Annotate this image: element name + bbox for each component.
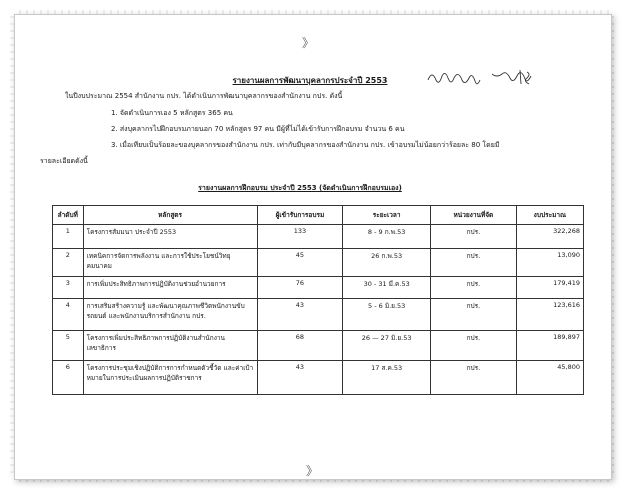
page-mark-top: 》: [302, 36, 315, 50]
cell-period: 30 - 31 มี.ค.53: [343, 277, 431, 299]
header-no: ลำดับที่: [53, 206, 84, 225]
cell-period: 5 - 6 มิ.ย.53: [343, 299, 431, 331]
cell-attendees: 43: [257, 361, 343, 395]
table-header-row: [53, 206, 584, 225]
details-label: รายละเอียดดังนี้: [40, 157, 88, 165]
cell-organizer: กปร.: [431, 277, 517, 299]
table-row: [53, 249, 584, 277]
cell-no: 2: [53, 249, 84, 277]
cell-period: 26 ก.พ.53: [343, 249, 431, 277]
cell-course: เทคนิคการจัดการพลังงาน และการใช้ประโยชน์วิทยุคมนาคม: [83, 249, 257, 277]
list-item: 3. เมื่อเทียบเป็นร้อยละของบุคลากรของสำนักงาน กปร. เท่ากับมีบุคลากรของสำนักงาน กปร. เข้าอบรมไม่น้อยกว่าร้อยละ 80 โดยมี: [111, 141, 500, 149]
cell-attendees: 45: [257, 249, 343, 277]
cell-organizer: กปร.: [431, 361, 517, 395]
cell-course: โครงการประชุมเชิงปฏิบัติการการกำหนดตัวชี้วัด และค่าเป้าหมายในการประเมินผลการปฏิบัติราชการ: [83, 361, 257, 395]
cell-no: 4: [53, 299, 84, 331]
cell-period: 17 ส.ค.53: [343, 361, 431, 395]
cell-budget: 123,616: [516, 299, 583, 331]
cell-course: การเพิ่มประสิทธิภาพการปฏิบัติงานช่วยอำนวยการ: [83, 277, 257, 299]
cell-organizer: กปร.: [431, 331, 517, 361]
header-period: ระยะเวลา: [343, 206, 431, 225]
table-row: [53, 299, 584, 331]
document-title: รายงานผลการพัฒนาบุคลากรประจำปี 2553: [232, 76, 388, 85]
cell-organizer: กปร.: [431, 299, 517, 331]
handwritten-signature: [424, 66, 544, 88]
cell-course: โครงการสัมมนา ประจำปี 2553: [83, 225, 257, 249]
cell-course: โครงการเพิ่มประสิทธิภาพการปฏิบัติงานสำนักงานเลขาธิการ: [83, 331, 257, 361]
table-row: [53, 225, 584, 249]
cell-attendees: 76: [257, 277, 343, 299]
header-course: หลักสูตร: [83, 206, 257, 225]
cell-budget: 189,897: [516, 331, 583, 361]
table-row: [53, 277, 584, 299]
cell-no: 3: [53, 277, 84, 299]
cell-attendees: 43: [257, 299, 343, 331]
cell-no: 5: [53, 331, 84, 361]
page-mark-bottom: 》: [306, 464, 319, 478]
intro-text: ในปีงบประมาณ 2554 สำนักงาน กปร. ได้ดำเนินการพัฒนาบุคลากรของสำนักงาน กปร. ดังนี้: [65, 92, 343, 100]
table-title: รายงานผลการฝึกอบรม ประจำปี 2553 (จัดดำเนินการฝึกอบรมเอง): [198, 184, 402, 192]
list-item: 2. ส่งบุคลากรไปฝึกอบรมภายนอก 70 หลักสูตร 97 คน มีผู้ที่ไม่ได้เข้ารับการฝึกอบรม จำนวน 6 คน: [111, 125, 405, 133]
list-item: 1. จัดดำเนินการเอง 5 หลักสูตร 365 คน: [111, 109, 233, 117]
cell-period: 8 - 9 ก.พ.53: [343, 225, 431, 249]
cell-course: การเสริมสร้างความรู้ และพัฒนาคุณภาพชีวิตพนักงานขับรถยนต์ และพนักงานบริการสำนักงาน กปร.: [83, 299, 257, 331]
header-attendees: ผู้เข้ารับการอบรม: [257, 206, 343, 225]
cell-attendees: 68: [257, 331, 343, 361]
header-budget: งบประมาณ: [516, 206, 583, 225]
cell-budget: 322,268: [516, 225, 583, 249]
cell-budget: 179,419: [516, 277, 583, 299]
cell-budget: 13,090: [516, 249, 583, 277]
cell-attendees: 133: [257, 225, 343, 249]
table-row: [53, 361, 584, 395]
cell-period: 26 — 27 มิ.ย.53: [343, 331, 431, 361]
table-row: [53, 331, 584, 361]
cell-no: 6: [53, 361, 84, 395]
cell-budget: 45,800: [516, 361, 583, 395]
cell-organizer: กปร.: [431, 249, 517, 277]
training-report-table: [52, 205, 584, 395]
cell-no: 1: [53, 225, 84, 249]
cell-organizer: กปร.: [431, 225, 517, 249]
header-organizer: หน่วยงานที่จัด: [431, 206, 517, 225]
